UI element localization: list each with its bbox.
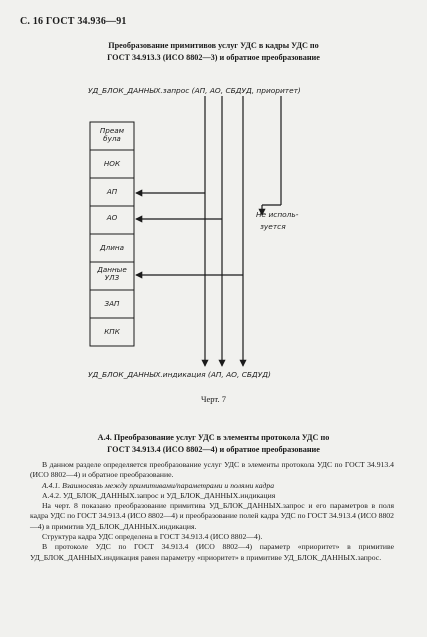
- figure-title-line2: ГОСТ 34.913.3 (ИСО 8802—3) и обратное преобразование: [107, 53, 320, 62]
- section-title-line2: ГОСТ 34.913.4 (ИСО 8802—4) и обратное преобразование: [107, 445, 320, 454]
- figure-caption: Черт. 7: [200, 394, 226, 404]
- paragraph-6: В протоколе УДС по ГОСТ 34.913.4 (ИСО 8802—4) параметр «приоритет» в примитиве УД_БЛОК_ДАННЫХ.индикация равен параметру «приоритет» в примитиве УД_БЛОК_ДАННЫХ.запрос.: [30, 542, 394, 562]
- paragraph-5: Структура кадра УДС определена в ГОСТ 34.913.4 (ИСО 8802—4).: [42, 532, 263, 542]
- field-length: Длина: [100, 243, 124, 252]
- frame-fields: [90, 122, 134, 346]
- figure-title-line1: Преобразование примитивов услуг УДС в кадры УДС по: [108, 41, 319, 50]
- field-ap: АП: [106, 187, 118, 196]
- field-kpk: КПК: [104, 327, 120, 336]
- field-ao: АО: [106, 213, 118, 222]
- field-data-ulz: Данные УЛЗ: [97, 265, 127, 282]
- paragraph-4: На черт. 8 показано преобразование примитива УД_БЛОК_ДАННЫХ.запрос и его параметров в поля кадра УДС по ГОСТ 34.913.4 (ИСО 8802—4) и преобразование полей кадра УДС по ГОСТ 34.913.4 (ИСО 8802—4) в примитив УД_БЛОК_ДАННЫХ.индикация.: [30, 501, 394, 531]
- diagram-bottom-label: УД_БЛОК_ДАННЫХ.индикация (АП, АО, СБДУД): [88, 370, 271, 379]
- body-text: [30, 460, 394, 563]
- unused-note-line1: Не исполь-: [256, 210, 299, 219]
- field-preamble: Преам була: [99, 126, 125, 143]
- paragraph-1: В данном разделе определяется преобразование услуг УДС в элементы протокола УДС по ГОСТ 34.913.4 (ИСО 8802—4) и обратное преобразование.: [30, 460, 394, 480]
- page-header: С. 16 ГОСТ 34.936—91: [20, 16, 127, 27]
- mapping-lines: [136, 96, 281, 366]
- paragraph-2: А.4.1. Взаимосвязь между примитивами/параметрами и полями кадра: [42, 480, 275, 490]
- field-zap: ЗАП: [104, 299, 120, 308]
- field-nok: НОК: [103, 159, 121, 168]
- diagram-top-label: УД_БЛОК_ДАННЫХ.запрос (АП, АО, СБДУД, приоритет): [88, 86, 301, 95]
- unused-note-line2: зуется: [260, 222, 286, 231]
- section-title-line1: А.4. Преобразование услуг УДС в элементы протокола УДС по: [97, 433, 330, 442]
- paragraph-3: А.4.2. УД_БЛОК_ДАННЫХ.запрос и УД_БЛОК_ДАННЫХ.индикация: [42, 490, 276, 500]
